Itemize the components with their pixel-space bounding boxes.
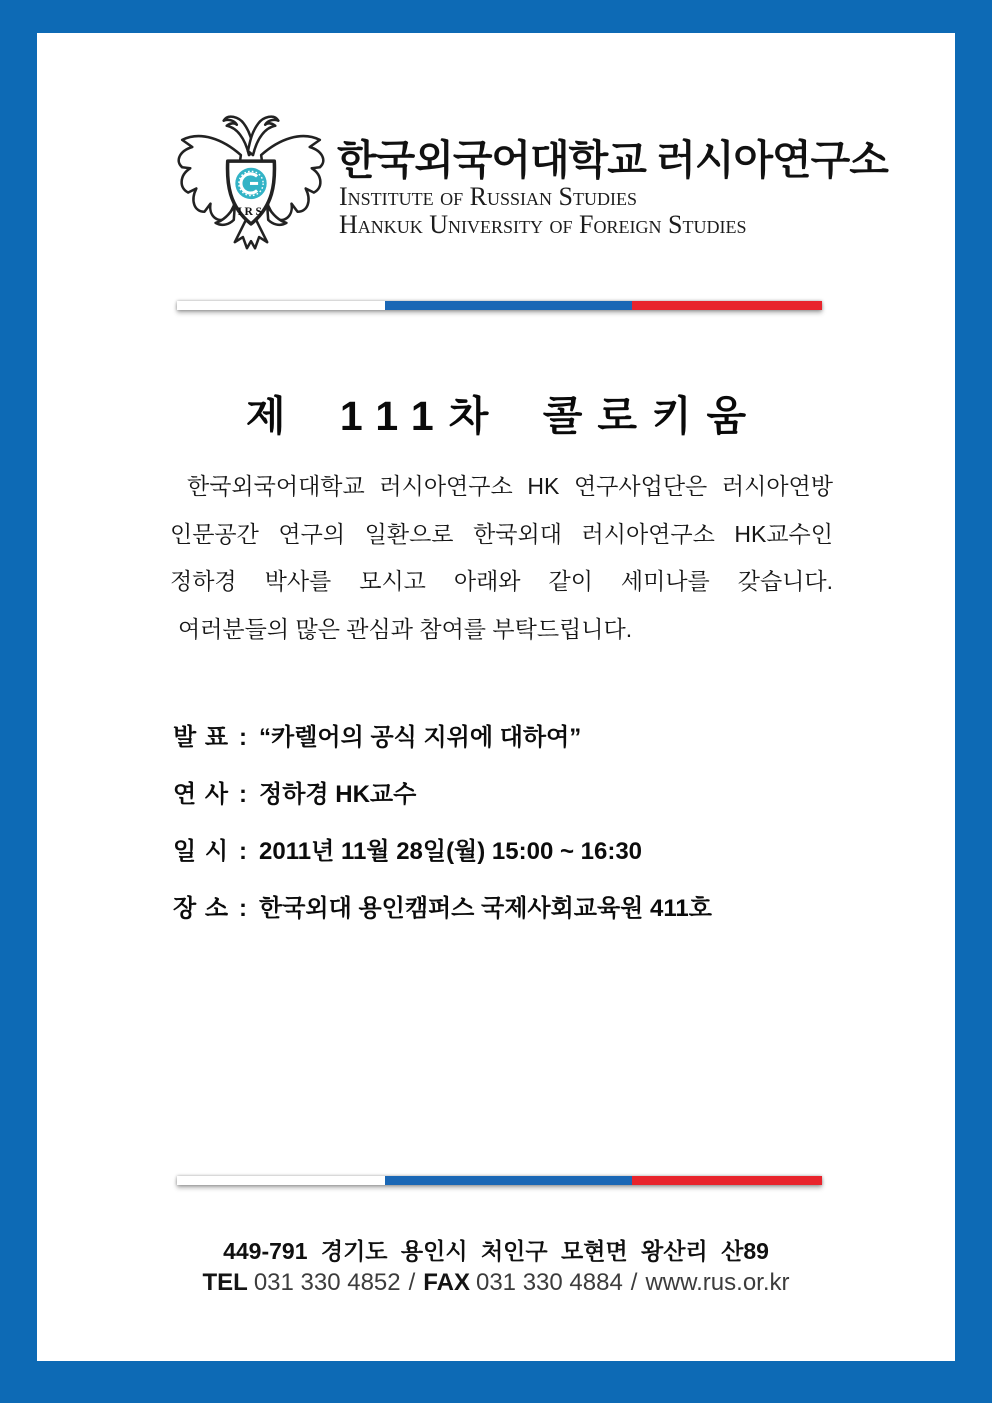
fax-number: 031 330 4884 (475, 1269, 623, 1296)
tricolor-divider-top (177, 301, 822, 310)
document-sheet (37, 33, 955, 1361)
website-url: www.rus.or.kr (645, 1269, 790, 1296)
tel-number: 031 330 4852 (253, 1269, 401, 1296)
detail-row-location (173, 888, 712, 945)
paragraph-line: 한국외국어대학교 러시아연구소 HK 연구사업단은 러시아연방 (187, 473, 833, 499)
event-details (173, 717, 712, 945)
footer-contact-line (37, 1269, 955, 1297)
detail-label: 연 사 (173, 781, 230, 808)
detail-colon: : (239, 781, 248, 808)
detail-value: 정하경 HK교수 (259, 781, 417, 808)
flag-red-segment (632, 301, 822, 310)
flag-red-segment (632, 1176, 822, 1185)
logo-monogram: IRS (237, 204, 265, 218)
separator-slash: / (408, 1269, 416, 1296)
org-name-english (339, 183, 746, 239)
org-name-english-line1: Institute of Russian Studies (339, 182, 637, 211)
detail-row-topic (173, 717, 712, 774)
detail-colon: : (239, 838, 248, 865)
tel-label: TEL (202, 1269, 248, 1296)
fax-label: FAX (423, 1269, 470, 1296)
paragraph-line: 정하경 박사를 모시고 아래와 같이 세미나를 갖습니다. (170, 568, 833, 594)
detail-row-speaker (173, 774, 712, 831)
flag-white-segment (177, 301, 385, 310)
separator-slash: / (630, 1269, 638, 1296)
flag-white-segment (177, 1176, 385, 1185)
detail-colon: : (239, 724, 248, 751)
detail-label: 일 시 (173, 838, 230, 865)
tricolor-divider-bottom (177, 1176, 822, 1185)
detail-row-datetime (173, 831, 712, 888)
paragraph-line: 여러분들의 많은 관심과 참여를 부탁드립니다. (178, 615, 633, 642)
announcement-paragraph (170, 463, 833, 653)
footer-address: 449-791 경기도 용인시 처인구 모현면 왕산리 산89 (223, 1238, 769, 1264)
flag-blue-segment (385, 301, 632, 310)
org-name-english-line2: Hankuk University of Foreign Studies (339, 210, 747, 239)
detail-colon: : (239, 895, 248, 922)
org-name-korean: 한국외국어대학교 러시아연구소 (337, 137, 888, 183)
detail-value: 2011년 11월 28일(월) 15:00 ~ 16:30 (259, 838, 643, 865)
detail-label: 장 소 (173, 895, 230, 922)
detail-value: “카렐어의 공식 지위에 대하여” (259, 724, 582, 751)
irs-eagle-logo-icon (170, 111, 332, 266)
detail-label: 발 표 (173, 724, 230, 751)
colloquium-title: 제 111차 콜로키움 (245, 393, 762, 439)
paragraph-line: 인문공간 연구의 일환으로 한국외대 러시아연구소 HK교수인 (170, 520, 833, 547)
detail-value: 한국외대 용인캠퍼스 국제사회교육원 411호 (259, 895, 712, 922)
flag-blue-segment (385, 1176, 632, 1185)
